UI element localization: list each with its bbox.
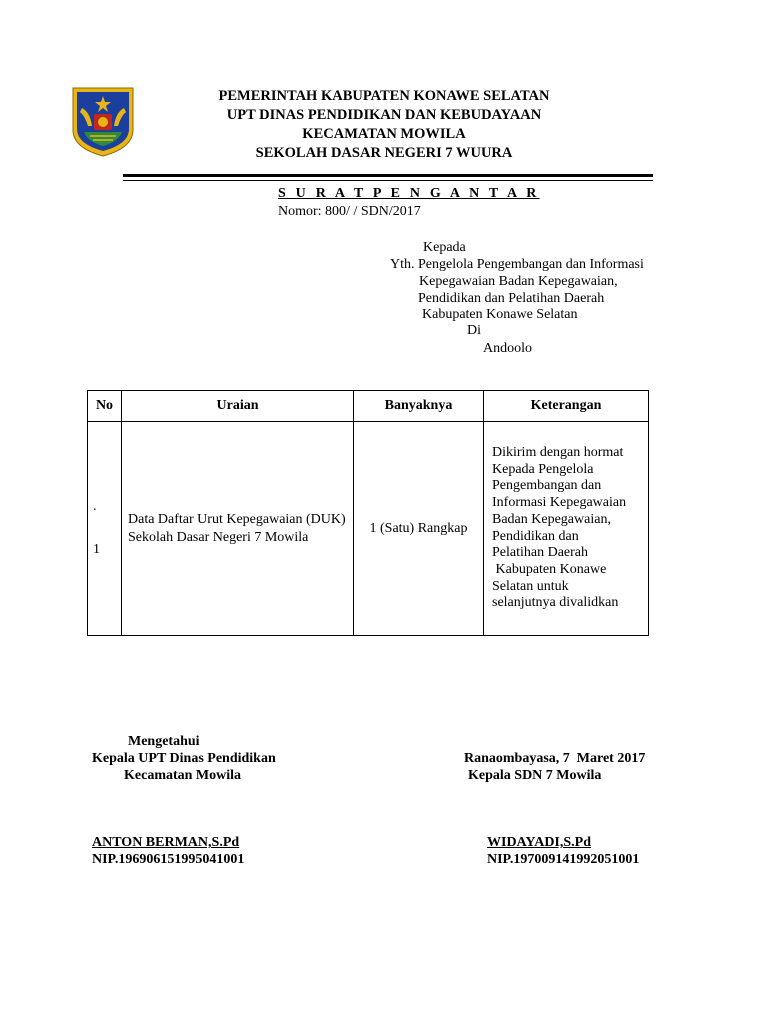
keterangan-line: Dikirim dengan hormat <box>492 444 624 460</box>
cell-keterangan <box>484 422 649 636</box>
signature-left-mengetahui: Mengetahui <box>128 734 200 749</box>
keterangan-line: Pendidikan dan <box>492 528 579 544</box>
cell-banyaknya: 1 (Satu) Rangkap <box>354 422 484 636</box>
cell-no-dot: . <box>93 498 97 514</box>
signature-right-place-date: Ranaombayasa, 7 Maret 2017 <box>464 751 646 766</box>
keterangan-line: Kabupaten Konawe <box>492 561 607 577</box>
letterhead-line: PEMERINTAH KABUPATEN KONAWE SELATAN <box>218 88 550 104</box>
letterhead-divider-thick <box>123 174 653 177</box>
signature-left-name: ANTON BERMAN,S.Pd <box>92 835 240 850</box>
signature-right-nip: NIP.197009141992051001 <box>487 852 640 867</box>
letter-number: Nomor: 800/ / SDN/2017 <box>278 204 421 219</box>
signature-left-nip: NIP.196906151995041001 <box>92 852 245 867</box>
cell-no-number: 1 <box>93 541 100 557</box>
signature-right-title: Kepala SDN 7 Mowila <box>468 768 602 783</box>
letter-title: S U R A T P E N G A N T A R <box>278 186 540 201</box>
keterangan-line: Pelatihan Daerah <box>492 545 589 561</box>
recipient-line: Kepegawaian Badan Kepegawaian, <box>419 274 618 289</box>
recipient-line: Yth. Pengelola Pengembangan dan Informasi <box>390 257 644 272</box>
keterangan-line: Pengembangan dan <box>492 478 602 494</box>
cell-no <box>88 422 122 636</box>
letterhead-line: SEKOLAH DASAR NEGERI 7 WUURA <box>255 145 513 161</box>
column-header-keterangan: Keterangan <box>484 391 649 422</box>
keterangan-line: Selatan untuk <box>492 578 569 594</box>
keterangan-line: Badan Kepegawaian, <box>492 511 611 527</box>
cell-uraian: Data Daftar Urut Kepegawaian (DUK) Sekolah Dasar Negeri 7 Mowila <box>122 422 354 636</box>
recipient-line: Kabupaten Konawe Selatan <box>422 307 578 322</box>
keterangan-line: Informasi Kepegawaian <box>492 495 627 511</box>
keterangan-line: selanjutnya divalidkan <box>492 595 619 611</box>
recipient-line: Pendidikan dan Pelatihan Daerah <box>418 291 605 306</box>
keterangan-line: Kepada Pengelola <box>492 461 594 477</box>
column-header-uraian: Uraian <box>122 391 354 422</box>
recipient-place: Andoolo <box>483 341 532 356</box>
signature-left-title: Kepala UPT Dinas Pendidikan <box>92 751 276 766</box>
column-header-no: No <box>88 391 122 422</box>
signature-left-title-line2: Kecamatan Mowila <box>124 768 242 783</box>
table-row <box>88 422 649 636</box>
letter-items-table <box>87 390 649 636</box>
regency-emblem-icon <box>70 86 136 158</box>
column-header-banyaknya: Banyaknya <box>354 391 484 422</box>
letterhead-divider-thin <box>123 180 653 181</box>
table-header-row <box>88 391 649 422</box>
recipient-di: Di <box>467 323 481 338</box>
recipient-kepada: Kepada <box>423 240 466 255</box>
letterhead-line: KECAMATAN MOWILA <box>302 126 466 142</box>
letterhead-line: UPT DINAS PENDIDIKAN DAN KEBUDAYAAN <box>226 107 542 123</box>
signature-right-name: WIDAYADI,S.Pd <box>487 835 592 850</box>
letterhead <box>190 87 578 163</box>
